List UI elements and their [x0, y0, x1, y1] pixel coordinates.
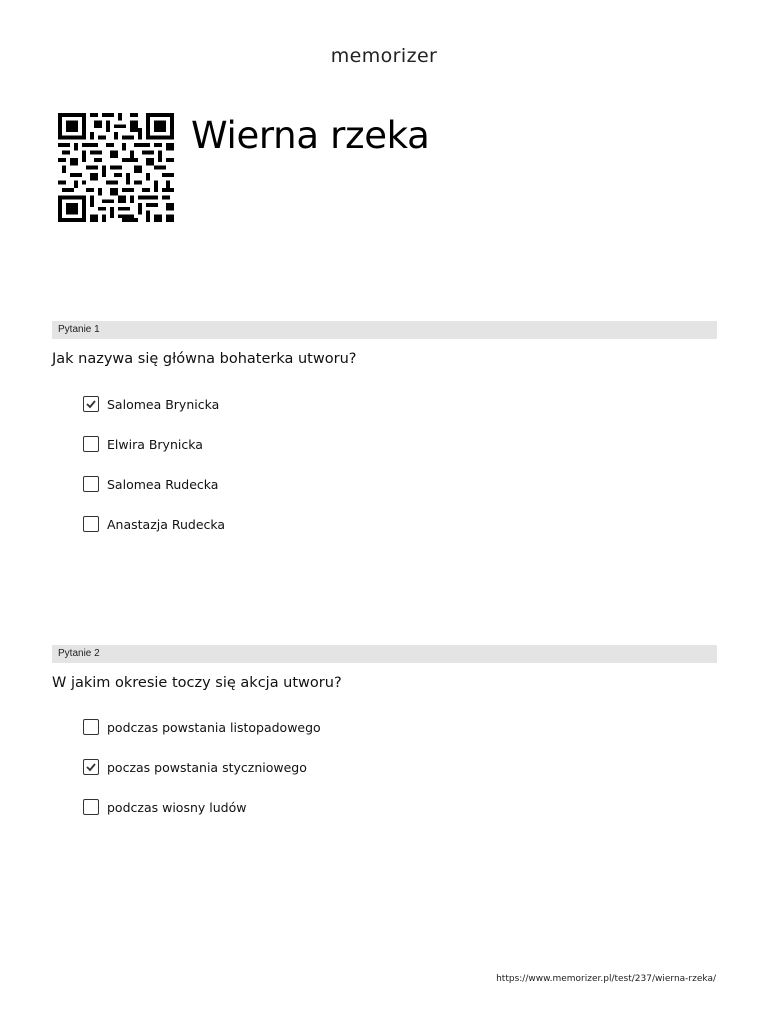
checkbox[interactable]	[83, 436, 99, 452]
question-2-option-2[interactable]	[83, 758, 307, 776]
question-2-option-1[interactable]	[83, 718, 321, 736]
question-1-header: Pytanie 1	[52, 321, 717, 339]
option-label: poczas powstania styczniowego	[107, 759, 307, 775]
question-1-option-1[interactable]	[83, 395, 219, 413]
option-label: Salomea Rudecka	[107, 476, 219, 492]
memorizer-logo: memorizer	[330, 45, 438, 67]
question-2-header: Pytanie 2	[52, 645, 717, 663]
question-1-option-2[interactable]	[83, 435, 203, 453]
question-2-option-3[interactable]	[83, 798, 246, 816]
checkbox-checked[interactable]	[83, 396, 99, 412]
footer-url[interactable]: https://www.memorizer.pl/test/237/wierna-rzeka/	[496, 974, 716, 984]
question-1-option-3[interactable]	[83, 475, 218, 493]
qr-code	[58, 113, 174, 222]
checkbox-checked[interactable]	[83, 759, 99, 775]
option-label: podczas wiosny ludów	[107, 799, 247, 815]
option-label: podczas powstania listopadowego	[107, 719, 321, 735]
question-1-option-4[interactable]	[83, 515, 225, 533]
option-label: Salomea Brynicka	[107, 396, 220, 412]
option-label: Elwira Brynicka	[107, 436, 203, 452]
test-title: Wierna rzeka	[191, 114, 430, 157]
checkbox[interactable]	[83, 476, 99, 492]
question-2-text: W jakim okresie toczy się akcja utworu?	[52, 675, 342, 691]
checkbox[interactable]	[83, 516, 99, 532]
question-1-text: Jak nazywa się główna bohaterka utworu?	[52, 351, 357, 367]
checkbox[interactable]	[83, 799, 99, 815]
checkbox[interactable]	[83, 719, 99, 735]
option-label: Anastazja Rudecka	[107, 516, 226, 532]
